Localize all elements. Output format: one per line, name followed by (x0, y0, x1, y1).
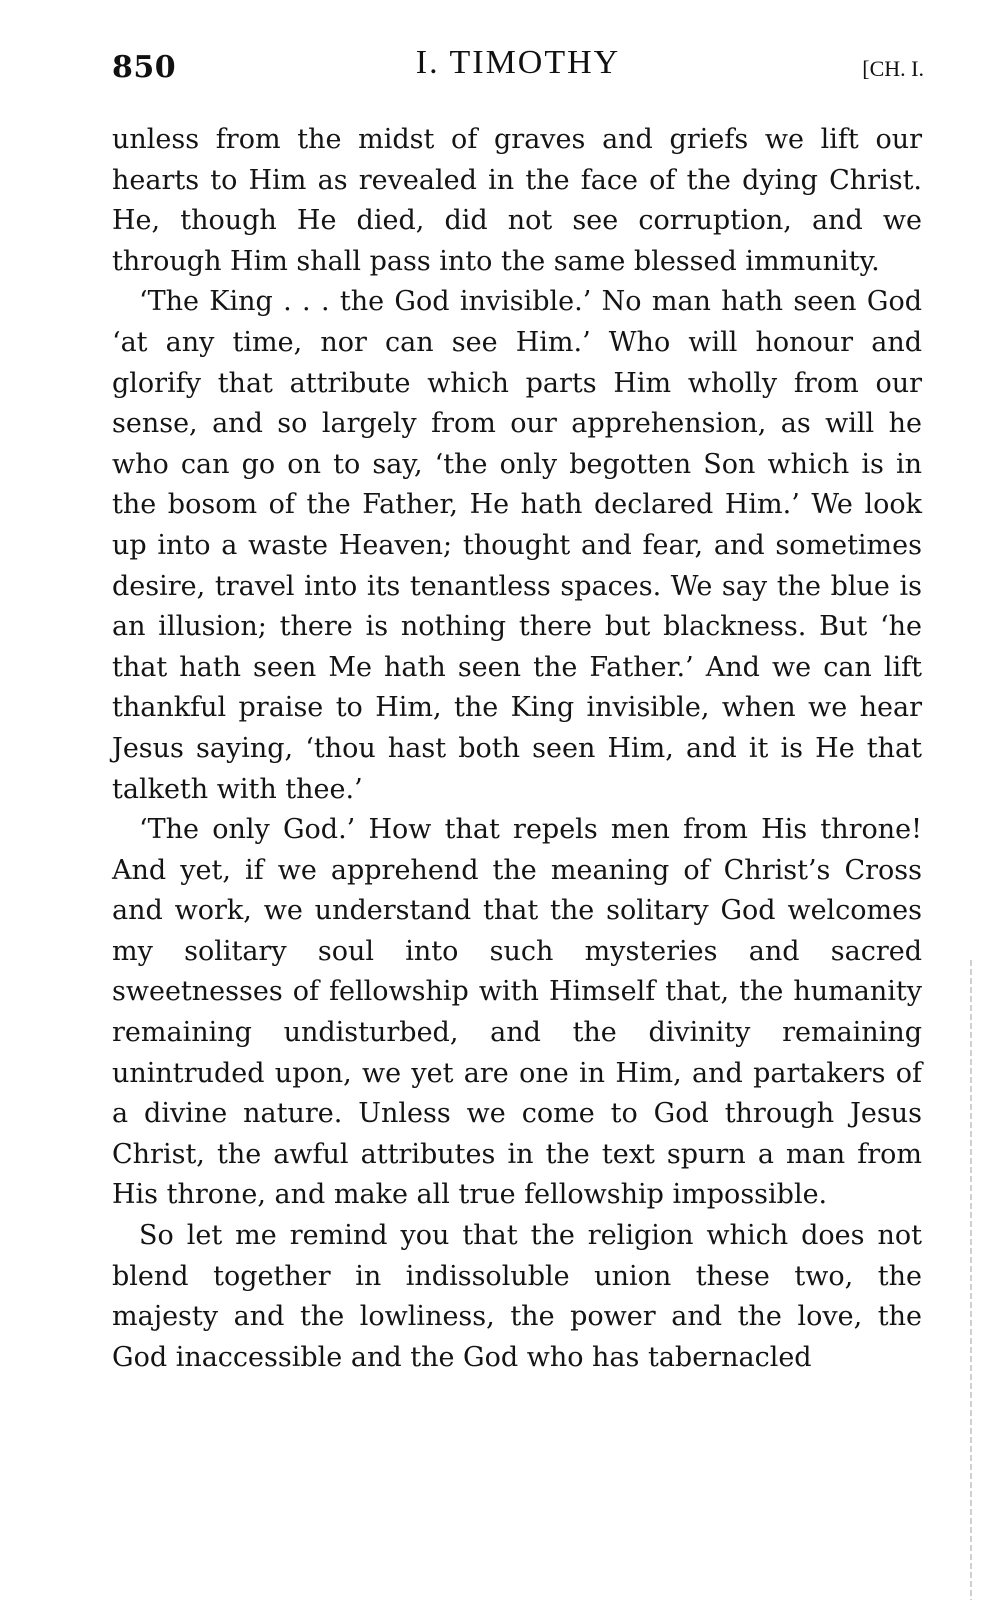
page-number: 850 (112, 50, 177, 85)
paragraph-king-invisible: ‘The King . . . the God invisible.’ No man hath seen God ‘at any time, nor can see Him.’ Who will honour and glorify that attribute which parts Him wholly from our sense, and so largely from our apprehension, as will he who can go on to say, ‘the only begotten Son which is in the bosom of the Father, He hath declared Him.’ We look up into a waste Heaven; thought and fear, and sometimes desire, travel into its tenantless spaces. We say the blue is an illusion; there is nothing there but blackness. But ‘he that hath seen Me hath seen the Father.’ And we can lift thankful praise to Him, the King invisible, when we hear Jesus saying, ‘thou hast both seen Him, and it is He that talketh with thee.’ (112, 286, 922, 805)
paragraph-religion: So let me remind you that the religion which does not blend together in indissoluble union these two, the majesty and the lowliness, the power and the love, the God inaccessible and the God who has tabernacled (112, 1220, 922, 1373)
page-header (112, 44, 924, 94)
paragraph-only-god: ‘The only God.’ How that repels men from His throne! And yet, if we apprehend the meaning of Christ’s Cross and work, we understand that the solitary God welcomes my solitary soul into such mysteries and sacred sweetnesses of fellowship with Himself that, the humanity remaining undisturbed, and the divinity remaining unintruded upon, we yet are one in Him, and partakers of a divine nature. Unless we come to God through Jesus Christ, the awful attributes in the text spurn a man from His throne, and make all true fellowship impossible. (112, 814, 922, 1211)
paragraph-continuation: unless from the midst of graves and griefs we lift our hearts to Him as revealed in the face of the dying Christ. He, though He died, did not see corruption, and we through Him shall pass into the same blessed immunity. (112, 124, 922, 277)
body-text (112, 120, 922, 1378)
chapter-reference: [CH. I. (862, 56, 924, 81)
running-title: I. TIMOTHY (415, 44, 621, 81)
page-edge-mark (970, 960, 972, 1600)
